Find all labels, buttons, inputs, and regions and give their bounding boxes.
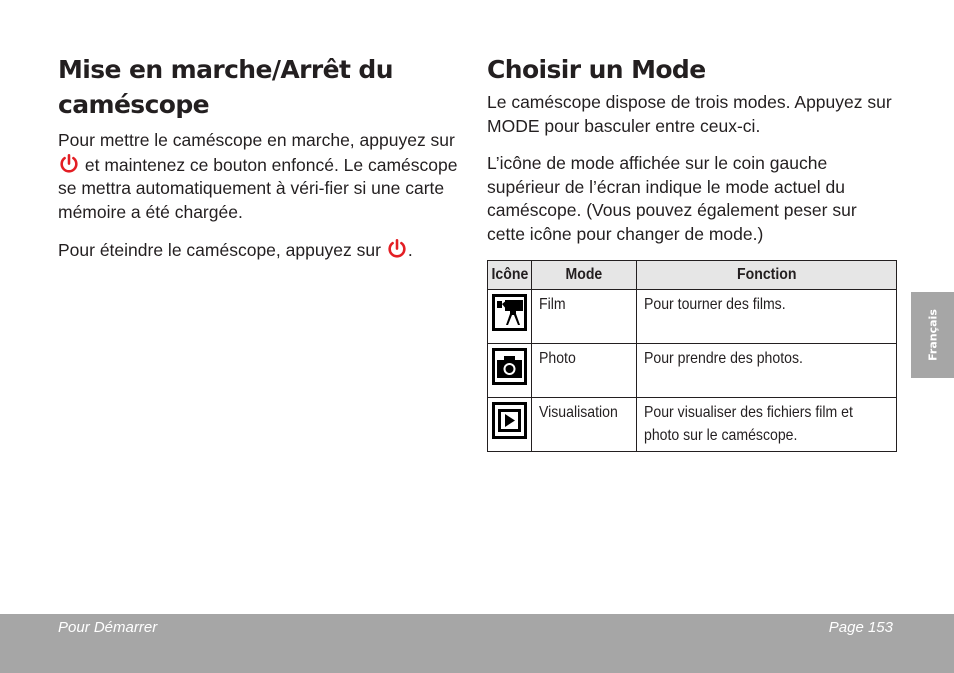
power-icon	[58, 153, 80, 175]
movie-camera-icon	[491, 293, 528, 332]
power-off-text: Pour éteindre le caméscope, appuyez sur	[58, 240, 381, 260]
icon-cell	[488, 290, 532, 344]
mode-cell: Visualisation	[531, 398, 636, 452]
power-off-paragraph	[58, 238, 463, 263]
right-column	[487, 52, 899, 246]
power-on-text-start: Pour mettre le caméscope en marche, appuyez sur	[58, 130, 455, 150]
function-cell: Pour prendre des photos.	[637, 344, 897, 398]
language-tab	[911, 292, 954, 378]
header-function: Fonction	[637, 261, 897, 290]
section-title-mode: Choisir un Mode	[487, 55, 706, 84]
footer-bar	[0, 614, 954, 673]
mode-icon-paragraph: L’icône de mode affichée sur le coin gauche supérieur de l’écran indique le mode actuel du caméscope. (Vous pouvez également peser sur cette icône pour changer de mode.)	[487, 153, 857, 244]
table-row	[488, 290, 897, 344]
icon-cell	[488, 344, 532, 398]
icon-cell	[488, 398, 532, 452]
footer-page-number: Page 153	[828, 619, 893, 636]
mode-cell: Film	[531, 290, 636, 344]
power-off-period: .	[407, 240, 413, 260]
left-column	[58, 52, 463, 263]
table-header-row	[488, 261, 897, 290]
photo-camera-icon	[491, 347, 528, 386]
modes-intro-paragraph: Le caméscope dispose de trois modes. Appuyez sur MODE pour basculer entre ceux-ci.	[487, 92, 892, 136]
power-on-text-end: et maintenez ce bouton enfoncé. Le caméscope se mettra automatiquement à véri-fier si une carte mémoire a été chargée.	[58, 154, 458, 222]
mode-cell: Photo	[531, 344, 636, 398]
language-tab-label: Français	[926, 309, 939, 361]
footer-section: Pour Démarrer	[58, 619, 158, 636]
function-cell: Pour visualiser des fichiers film et photo sur le caméscope.	[637, 398, 897, 452]
modes-table	[487, 260, 897, 452]
header-mode: Mode	[531, 261, 636, 290]
table-row	[488, 398, 897, 452]
header-icon: Icône	[488, 261, 532, 290]
play-icon	[491, 401, 528, 440]
power-icon	[386, 238, 408, 260]
function-cell: Pour tourner des films.	[637, 290, 897, 344]
table-row	[488, 344, 897, 398]
power-on-paragraph	[58, 129, 463, 224]
section-title-power: Mise en marche/Arrêt du caméscope	[58, 55, 393, 119]
